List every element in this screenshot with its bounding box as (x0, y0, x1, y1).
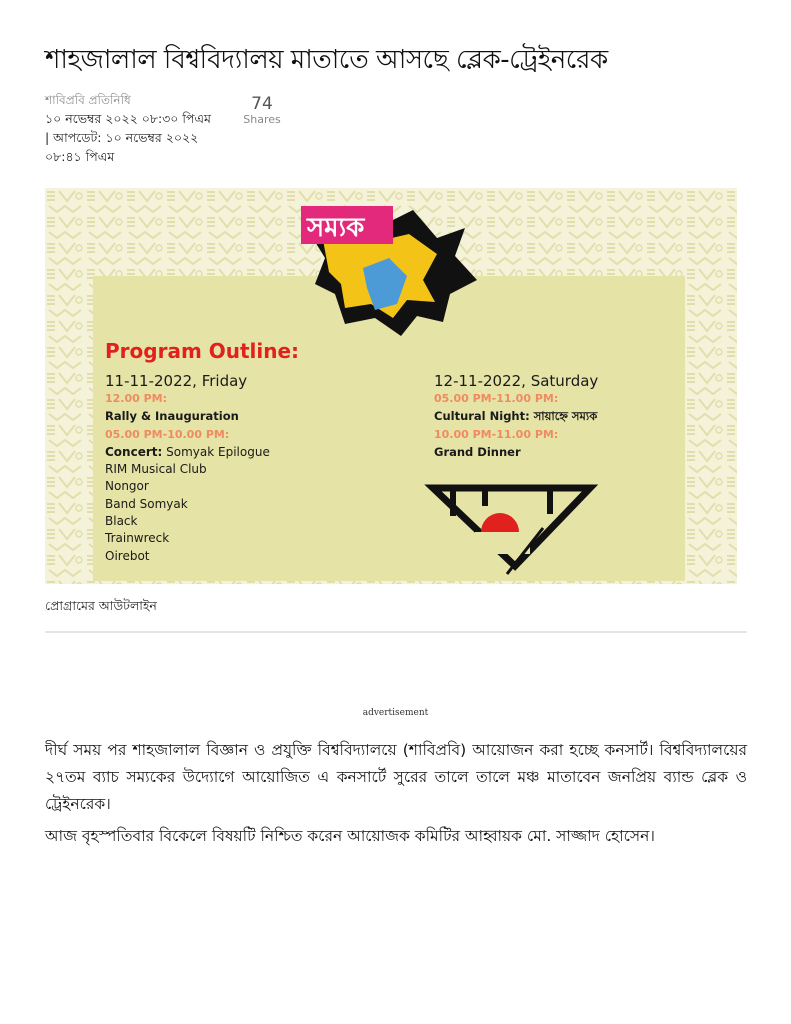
share-count: 74 (251, 94, 273, 114)
band-name: Nongor (105, 479, 149, 493)
share-label: Shares (243, 113, 281, 126)
day1-date: 11-11-2022, Friday (105, 372, 248, 390)
day2-time2: 10.00 PM-11.00 PM: (434, 428, 559, 441)
caption-divider (45, 631, 747, 633)
program-heading: Program Outline: (105, 339, 300, 363)
svg-text:সম্যক: সম্যক (307, 213, 365, 243)
band-name: Black (105, 514, 138, 528)
day1-time2: 05.00 PM-10.00 PM: (105, 428, 230, 441)
day2-event1: Cultural Night: সায়াহ্নে সম্যক (434, 409, 598, 423)
article-headline: শাহজালাল বিশ্ববিদ্যালয় মাতাতে আসছে ব্লেক-ট্রেইনরেক (45, 45, 608, 75)
publish-dateline: ১০ নভেম্বর ২০২২ ০৮:৩০ পিএম | আপডেট: ১০ নভেম্বর ২০২২ ০৮:৪১ পিএম (45, 111, 211, 164)
advertisement-label: advertisement (362, 708, 429, 718)
band-name: RIM Musical Club (105, 462, 207, 476)
article-paragraph: আজ বৃহস্পতিবার বিকেলে বিষয়টি নিশ্চিত করেন আয়োজক কমিটির আহ্বায়ক মো. সাজ্জাদ হোসেন। (45, 827, 655, 845)
share-counter (238, 94, 286, 126)
article-paragraph: দীর্ঘ সময় পর শাহজালাল বিজ্ঞান ও প্রযুক্তি বিশ্ববিদ্যালয়ে (শাবিপ্রবি) আয়োজন করা হচ্ছে কনসার্ট। বিশ্ববিদ্যালয়ের ২৭তম ব্যাচ সম্যকের উদ্যোগে আয়োজিত এ কনসার্টে সুরের তালে তালে মঞ্চ মাতাবেন জনপ্রিয় ব্যান্ড ব্লেক ও ট্রেইনরেক। (45, 741, 747, 813)
day1-time1: 12.00 PM: (105, 392, 168, 405)
band-name: Trainwreck (105, 531, 170, 545)
band-name: Oirebot (105, 549, 150, 563)
band-name: Band Somyak (105, 497, 188, 511)
day2-time1: 05.00 PM-11.00 PM: (434, 392, 559, 405)
day2-event2: Grand Dinner (434, 445, 521, 459)
day1-event1: Rally & Inauguration (105, 409, 239, 423)
program-poster-image (45, 188, 737, 584)
author-name[interactable]: শাবিপ্রবি প্রতিনিধি (45, 93, 131, 107)
day1-concert: Concert: Somyak Epilogue (105, 445, 270, 459)
image-caption: প্রোগ্রামের আউটলাইন (45, 598, 157, 613)
byline (45, 92, 215, 166)
day2-date: 12-11-2022, Saturday (434, 372, 599, 390)
